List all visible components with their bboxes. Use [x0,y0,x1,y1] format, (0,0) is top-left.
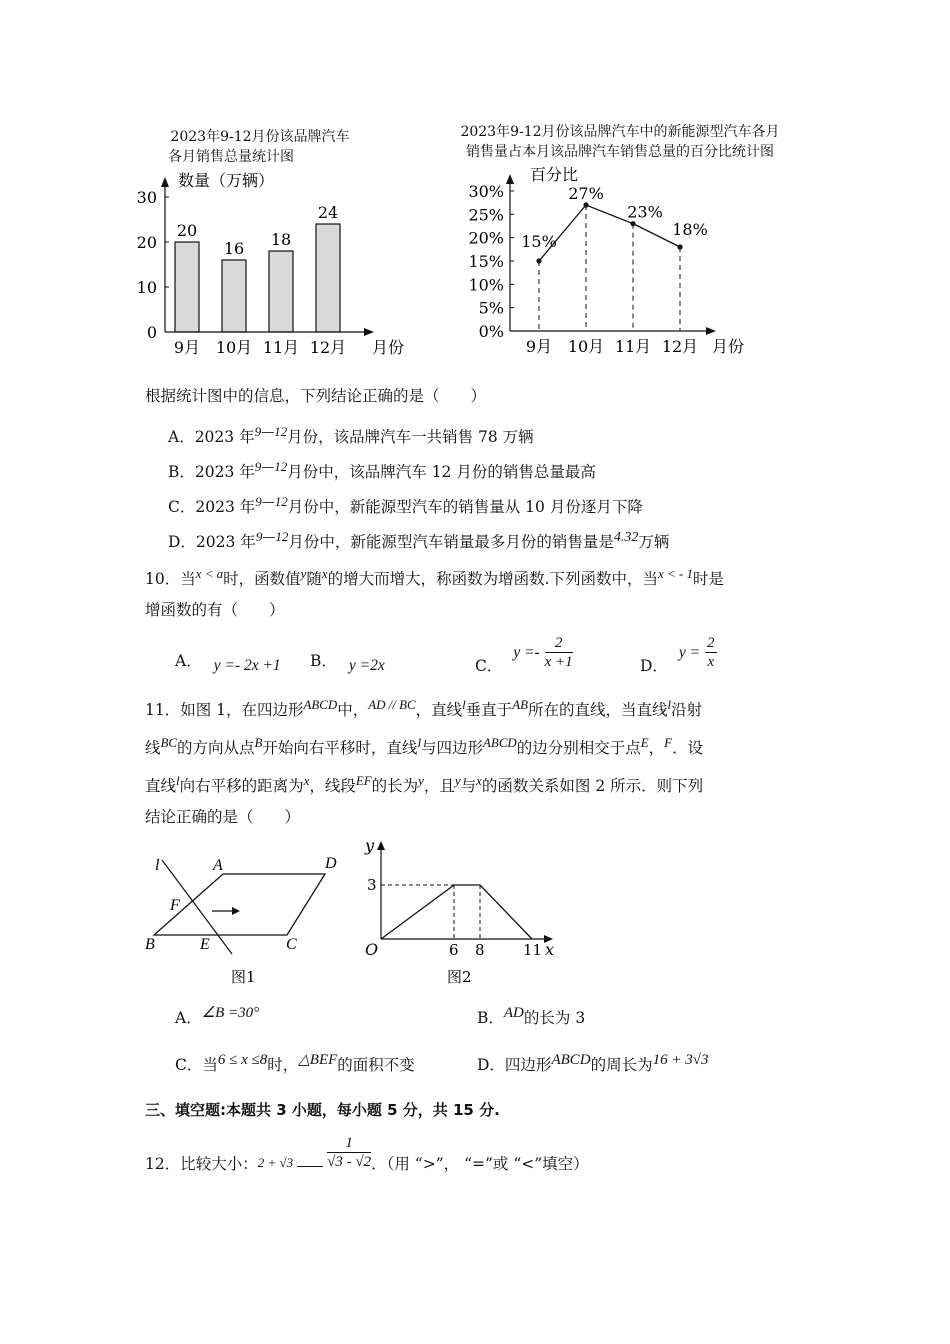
line-chart-ytick-label: 5% [478,298,504,318]
bar-value-label: 24 [317,203,339,222]
bar-10月 [222,260,246,332]
q10-d-fraction: $\frac{2}{x}$ [707,635,715,670]
line-chart-y-arrow [506,174,514,184]
bar-chart-xlabel: 月份 [372,338,405,357]
line-value-label: 18% [672,220,708,239]
fig2-label-y: y [365,836,375,855]
q10-option-c: C． y =- $\frac{2}{x +1}$ [475,635,573,675]
line-chart-ytick-label: 0% [478,322,504,341]
bar-category-label: 9月 [173,338,201,357]
label-c: C [286,936,297,953]
bar-category-label: 11月 [262,338,300,357]
line-chart-ytick-label: 15% [468,252,504,271]
q10-line2: 增函数的有（ ） [145,601,285,619]
q11-option-b: B．$^{AD}$的长为 3 [477,1005,586,1028]
q11-option-a: A．$^{\angle B =30^\circ}$ [175,1005,260,1028]
bar-11月 [269,251,293,332]
bar-chart-title [150,127,370,167]
bar-value-label: 20 [176,221,198,240]
q9-option-a: A．2023 年$^{9—12}$月份，该品牌汽车一共销售 78 万辆 [168,424,534,447]
line-chart-ylabel: 百分比 [530,165,579,184]
q10-c-fraction: $\frac{2}{x +1}$ [544,635,573,670]
bar-12月 [316,224,340,332]
q10-line1: 10．当$^x$ < $^a$时，函数值$^y$随$^x$的增大而增大，称函数为增函数.下列函数中，当$^x$ $^{< - 1}$时是 [145,566,724,589]
q10-option-b: B． y =2x [310,652,385,674]
bar-9月 [175,242,199,332]
q11-line1: 11．如图 1，在四边形$^{ABCD}$中，$^{AD // BC}$，直线$^l$垂直于$^{AB}$所在的直线，当直线$^l$沿射 [145,697,703,720]
bar-chart [130,165,430,365]
line-chart-title [425,122,815,162]
line-point-12月 [677,244,682,249]
bar-value-label: 18 [270,230,292,249]
q12-fraction: $\frac{1}{√3 - √2}$ [327,1135,372,1170]
fig2-label-8: 8 [475,941,485,959]
line-category-label: 10月 [567,337,605,356]
q11-figure-1 [140,850,350,990]
line-chart-ytick-label: 30% [468,182,504,201]
bar-chart-x-arrow [364,328,374,336]
line-category-label: 11月 [614,337,652,356]
label-f: F [170,897,180,914]
line-value-label: 27% [568,184,604,203]
q9-option-d: D．2023 年$^{9—12}$月份中，新能源型汽车销量最多月份的销售量是$^{4.32}$万辆 [168,529,670,552]
fig2-label-11: 11 [523,941,543,959]
line-chart-ytick-label: 10% [468,275,504,295]
label-a: A [213,857,223,874]
label-l: l [155,857,160,874]
q9-stem: 根据统计图中的信息，下列结论正确的是（ ） [145,387,487,405]
bar-chart-ytick-label: 10 [136,278,157,297]
translate-arrow-head [232,907,240,915]
label-e: E [200,936,210,953]
line-point-10月 [583,202,588,207]
bar-category-label: 10月 [215,338,253,357]
bar-value-label: 16 [223,239,245,258]
q11-line4: 结论正确的是（ ） [145,808,301,826]
bar-chart-ytick-label: 20 [136,233,157,252]
section-3-heading: 三、填空题:本题共 3 小题，每小题 5 分，共 15 分. [145,1101,500,1119]
line-point-11月 [630,221,635,226]
q12-answer-blank[interactable] [297,1152,323,1167]
q9-option-c: C．2023 年$^{9—12}$月份中，新能源型汽车的销售量从 10 月份逐月下降 [168,494,643,517]
bar-chart-ytick-label: 0 [146,323,157,342]
line-chart-x-arrow [706,327,716,335]
q11-figure-2 [355,835,570,990]
label-d: D [325,855,337,872]
bar-chart-title-line2: 各月销售总量统计图 [168,149,294,165]
fig2-label-3: 3 [367,876,377,894]
fig2-function-graph [381,885,532,939]
bar-chart-ylabel: 数量（万辆） [178,171,275,190]
line-chart-ytick-label: 20% [468,228,504,248]
line-category-label: 9月 [525,337,553,356]
fig2-y-arrow [377,841,385,850]
bar-chart-y-arrow [161,177,169,187]
q11-line2: 线$^{BC}$的方向从点$^B$开始向右平移时，直线$^l$与四边形$^{ABCD}$的边分别相交于点$^E$，$^F$．设 [145,735,704,758]
q11-line3: 直线$^l$向右平移的距离为$^x$，线段$^{EF}$的长为$^y$，且$^y$与$^x$的函数关系如图 2 所示．则下列 [145,773,704,796]
line-chart-title-line1: 2023年9-12月份该品牌汽车中的新能源型汽车各月 [460,124,780,140]
q10-option-d: D． y = $\frac{2}{x}$ [640,635,715,675]
q12: 12．比较大小：$_{2 + √3}$ $\frac{1}{√3 - √2}$ ．（用 “>”， “=”或 “<”填空） [145,1135,589,1173]
fig2-label-o: O [365,940,379,959]
bar-chart-ytick-label: 30 [136,188,157,207]
q9-option-b: B．2023 年$^{9—12}$月份中，该品牌汽车 12 月份的销售总量最高 [168,459,596,482]
bar-chart-title-line1: 2023年9-12月份该品牌汽车 [170,129,350,145]
q11-option-c: C．当$^{6 \le x \le 8}$时，$^{\triangle BEF}$的面积不变 [175,1052,415,1075]
q10-option-a: A． y =- 2x +1 [175,652,281,674]
line-category-label: 12月 [661,337,699,356]
fig1-caption: 图1 [231,968,256,986]
line-chart-xlabel: 月份 [712,337,745,356]
fig2-label-x: x [545,940,555,959]
line-chart-title-line2: 销售量占本月该品牌汽车销售总量的百分比统计图 [466,144,774,160]
line-value-label: 15% [521,232,557,251]
line-chart-ytick-label: 25% [468,205,504,225]
line-value-label: 23% [627,202,663,222]
line-chart [460,160,760,365]
fig2-caption: 图2 [447,968,472,986]
bar-category-label: 12月 [309,338,347,357]
line-point-9月 [536,258,541,263]
fig2-label-6: 6 [449,941,459,959]
q11-option-d: D．四边形$^{ABCD}$的周长为$^{16 + 3√3}$ [477,1052,709,1075]
label-b: B [145,936,155,953]
